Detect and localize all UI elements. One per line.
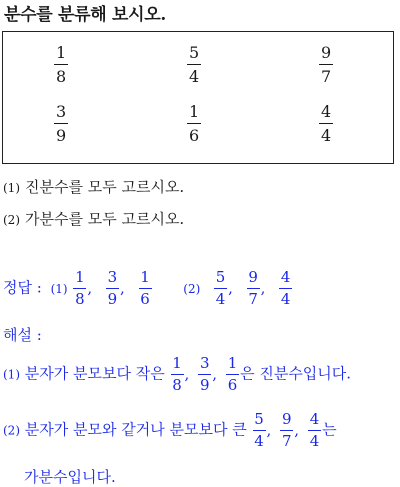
fraction-1-6 [187,104,201,144]
answer-fraction: $\frac{1}{8}$ [75,268,85,308]
numerator: 1 [56,43,67,62]
fraction-5-4 [187,45,201,85]
denominator: 8 [56,67,67,86]
answer-fraction: $\frac{3}{9}$ [107,268,118,308]
question-1 [3,176,184,197]
numerator: 4 [321,102,332,121]
fraction-box [2,31,394,164]
problem-title: 분수를 분류해 보시오. [4,5,166,25]
explanation-label: 해설 : [3,326,42,344]
denominator: 4 [321,126,332,145]
explanation-line-2: (2) 분자가 분모와 같거나 분모보다 큰 $\frac{5}{4}$ , $\frac{9}{7}$ , $\frac{4}{4}$ 는 [3,410,337,450]
answer-fraction: $\frac{9}{7}$ [248,268,258,308]
answer-fraction: $\frac{4}{4}$ [280,268,291,308]
answer-fraction: $\frac{1}{6}$ [140,268,150,308]
denominator: 6 [189,126,200,145]
explanation-line-3: 가분수입니다. [24,468,116,486]
denominator: 4 [189,67,200,86]
answer-line: 정답 : (1) $\frac{1}{8}$ , $\frac{3}{9}$ , $\frac{1}{6}$ (2) $\frac{5}{4}$ , $\frac{9}{7}$ , $\frac{4}{4}$ [3,268,291,308]
fraction-4-4 [319,104,333,144]
fraction-1-8 [54,45,68,85]
explanation-text: 은 진분수입니다. [240,364,352,383]
explanation-mark: (2) [3,423,20,438]
answer-fraction: $\frac{5}{4}$ [215,268,226,308]
question-number: (1) [3,181,20,195]
question-2 [3,208,184,229]
explanation-text: 분자가 분모와 같거나 분모보다 큰 [24,420,247,439]
question-text: 진분수를 모두 고르시오. [25,178,185,196]
explanation-text: 분자가 분모보다 작은 [24,364,165,383]
answer-part-1-mark: (1) [50,281,68,296]
numerator: 5 [189,43,200,62]
question-number: (2) [3,213,20,227]
denominator: 7 [321,67,332,86]
numerator: 9 [321,43,332,62]
numerator: 3 [56,102,67,121]
fraction-3-9 [54,104,68,144]
explanation-text: 는 [322,420,337,439]
denominator: 9 [56,126,67,145]
explanation-mark: (1) [3,367,20,382]
explanation-line-1: (1) 분자가 분모보다 작은 $\frac{1}{8}$ , $\frac{3}{9}$ , $\frac{1}{6}$ 은 진분수입니다. [3,354,352,394]
fraction-9-7 [319,45,333,85]
question-text: 가분수를 모두 고르시오. [25,210,185,228]
numerator: 1 [189,102,200,121]
answer-label: 정답 : [3,278,42,297]
answer-part-2-mark: (2) [183,281,201,296]
